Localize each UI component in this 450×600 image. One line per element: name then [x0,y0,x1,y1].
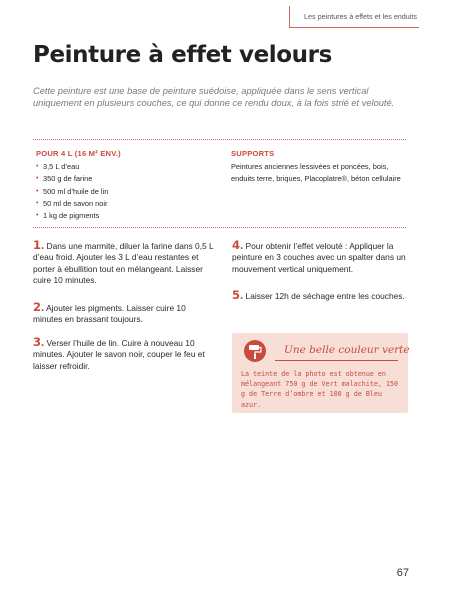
step-number: 2 [33,300,42,314]
ingredients-list [36,161,108,222]
intro-paragraph: Cette peinture est une base de peinture suédoise, appliquée dans le sens vertical uniquement en plusieurs couches, ce qui donne ce rendu doux, à la fois strié et velouté. [33,86,395,109]
dotted-divider-bottom [33,227,406,228]
list-item: • 350 g de farine [36,173,108,185]
tip-text: La teinte de la photo est obtenue en mélangeant 750 g de Vert malachite, 150 g de Terre d’ombre et 100 g de Bleu azur. [241,370,399,409]
running-header [289,6,419,28]
step-number: 1 [33,238,42,252]
list-item: • 1 kg de pigments [36,210,108,222]
step-number: 4 [232,238,241,252]
step-1: 1. Dans une marmite, diluer la farine dans 0,5 L d’eau froid. Ajouter les 3 L d’eau restantes et porter à ébullition tout en mélangeant. Laisser cuire 10 minutes. [33,238,214,285]
supports-title: SUPPORTS [231,149,275,158]
step-3: 3. Verser l’huile de lin. Cuire à nouveau 10 minutes. Ajouter le savon noir, couper le feu et laisser refroidir. [33,335,205,371]
step-text: Verser l’huile de lin. Cuire à nouveau 10 minutes. Ajouter le savon noir, couper le feu et laisser refroidir. [33,338,205,371]
tip-box [232,333,408,413]
list-item: • 3,5 L d’eau [36,161,108,173]
page-title: Peinture à effet velours [33,42,332,68]
list-item: • 500 ml d’huile de lin [36,186,108,198]
page-number: 67 [396,567,409,579]
bullet-icon: • [36,212,39,220]
tip-underline [275,360,398,361]
step-text: Laisser 12h de séchage entre les couches. [245,291,405,301]
step-text: Pour obtenir l’effet velouté : Appliquer la peinture en 3 couches avec un spalter dans un mouvement vertical uniquement. [232,241,406,274]
dotted-divider-top [33,139,406,140]
bullet-icon: • [36,175,39,183]
step-4: 4. Pour obtenir l’effet velouté : Appliquer la peinture en 3 couches avec un spalter dans un mouvement vertical uniquement. [232,238,406,274]
supports-text: Peintures anciennes lessivées et poncées, bois, enduits terre, briques, Placoplatre®, béton cellulaire [231,162,401,184]
tip-title: Une belle couleur verte [284,344,410,356]
bullet-icon: • [36,187,39,195]
step-5: 5. Laisser 12h de séchage entre les couches. [232,288,405,302]
step-text: Ajouter les pigments. Laisser cuire 10 minutes en brassant toujours. [33,303,186,325]
ingredients-title: POUR 4 L (16 M² ENV.) [36,149,121,158]
list-item: • 50 ml de savon noir [36,198,108,210]
step-2: 2. Ajouter les pigments. Laisser cuire 10 minutes en brassant toujours. [33,300,186,325]
paint-roller-icon [244,340,266,362]
bullet-icon: • [36,163,39,170]
section-title: Les peintures à effets et les enduits [304,12,417,21]
step-number: 5 [232,288,241,302]
step-text: Dans une marmite, diluer la farine dans 0,5 L d’eau froid. Ajouter les 3 L d’eau restantes et porter à ébullition tout en mélangeant. Laisser cuire 10 minutes. [33,241,214,285]
bullet-icon: • [36,199,39,207]
step-number: 3 [33,335,42,349]
